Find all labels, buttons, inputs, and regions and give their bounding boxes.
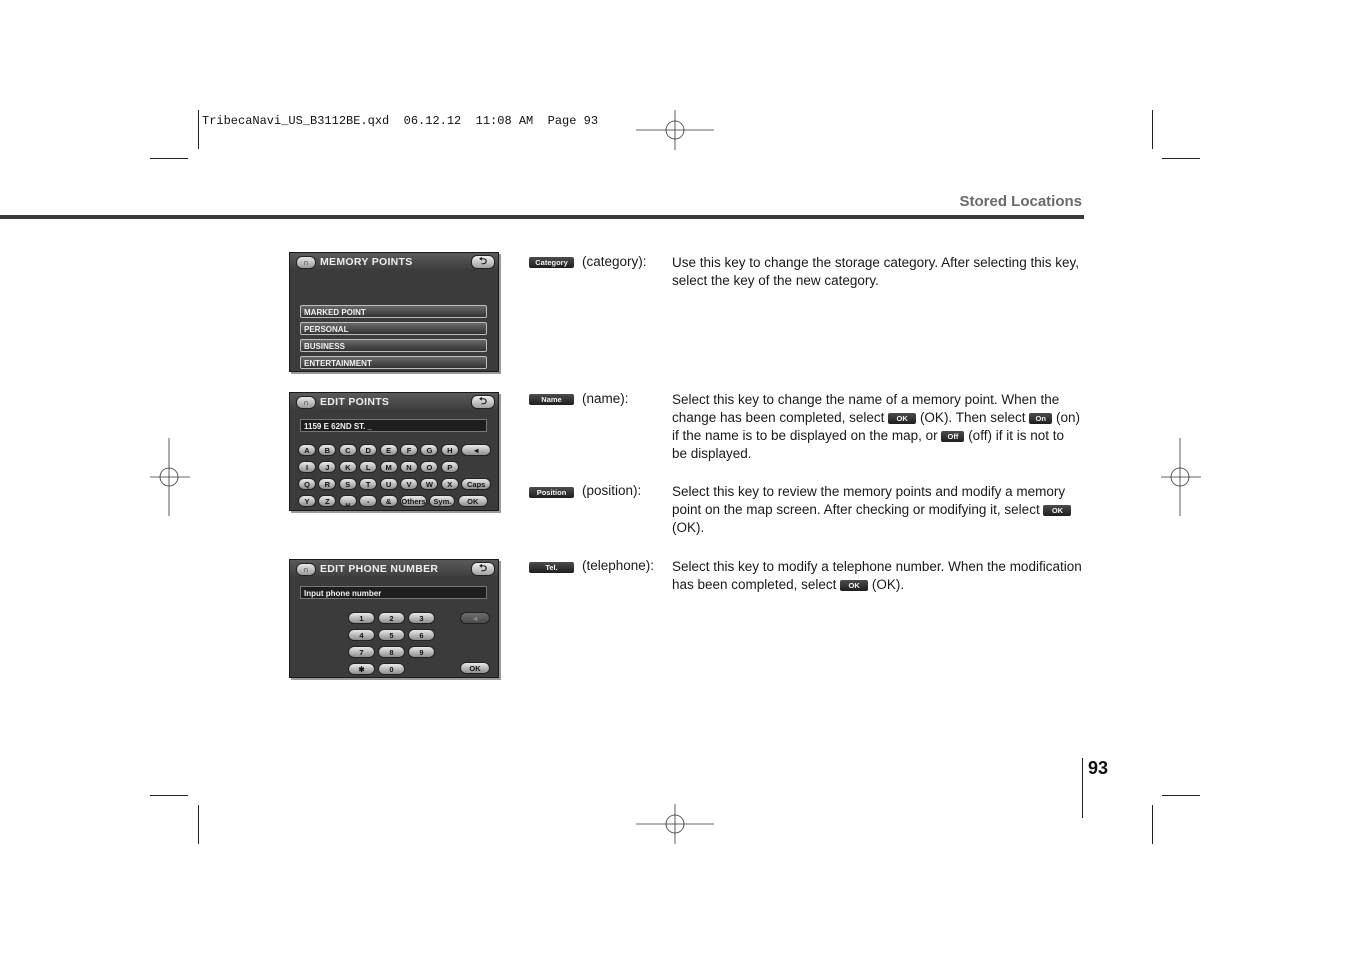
desc-name [672,391,1082,463]
numpad-key: 8 [378,646,405,658]
desc-text: Select this key to review the memory points and modify a memory point on the map screen. After checking or modifying it, select [672,484,1066,517]
keyboard-key: B [318,444,336,456]
section-title: Stored Locations [959,193,1082,210]
registration-mark-left [150,438,190,516]
keyboard-key: K [339,461,357,473]
desc-text: (OK). Then select [919,410,1026,425]
desc-text: Select this key to change the name of a memory point. When the change has been completed, select [672,392,1060,425]
keyboard-key: H [441,444,459,456]
term-telephone: (telephone): [582,558,655,573]
numpad-key: 2 [378,612,405,624]
header-rule [0,215,1084,219]
keyboard-key: X [441,478,459,490]
memory-points-screenshot [289,252,499,372]
back-icon: ⮌ [471,255,495,269]
keyboard-key: Others [401,497,426,506]
registration-mark-top [636,110,714,150]
keyboard-key: D [359,444,377,456]
keyboard-key: Sym. [429,495,455,507]
keyboard-key: Caps [461,478,491,490]
keyboard-key: W [420,478,438,490]
name-key-icon: Name [529,394,574,405]
desc-telephone [672,558,1082,594]
ok-key-icon: OK [840,580,868,591]
page-number-rule [1082,758,1083,818]
desc-category: Use this key to change the storage category. After selecting this key, select the key of the new category. [672,255,1079,288]
keyboard-key: J [318,461,336,473]
keyboard-key: R [318,478,336,490]
crop-mark [150,158,188,159]
desc-text: (on) if the name is to be displayed on the map, or [672,410,1081,443]
keyboard-key: & [380,495,398,507]
keyboard-key: Y [298,495,316,507]
keyboard-key: A [298,444,316,456]
keyboard-key: G [420,444,438,456]
keyboard-key: U [380,478,398,490]
keyboard-key: - [359,495,377,507]
crop-mark [1152,110,1153,149]
tel-key-icon: Tel. [529,562,574,573]
name-input: 1159 E 62ND ST. _ [300,419,487,432]
term-name: (name): [582,391,629,406]
crop-mark [198,110,199,149]
numpad-key: 6 [408,629,435,641]
phone-input: Input phone number [300,586,487,599]
keyboard-key: O [420,461,438,473]
on-key-icon: On [1029,413,1052,424]
back-icon: ⮌ [471,395,495,409]
keyboard-key: Z [318,495,336,507]
desc-text: (OK). [672,520,705,535]
keyboard-key: S [339,478,357,490]
desc-position [672,483,1082,537]
keyboard-key: C [339,444,357,456]
ok-key: OK [460,662,490,674]
keyboard-key: I [298,461,316,473]
crop-mark [150,795,188,796]
numpad-key: ✱ [348,663,375,675]
home-icon: ∩ [296,256,316,269]
screen-title: MEMORY POINTS [320,256,413,268]
list-item: PERSONAL [300,322,487,335]
numpad-key: 9 [408,646,435,658]
home-icon: ∩ [296,396,316,409]
keyboard-key: P [441,461,459,473]
desc-text: (OK). [871,577,905,592]
keyboard-key: L [359,461,377,473]
numpad-key: 4 [348,629,375,641]
numpad-key: 3 [408,612,435,624]
edit-points-screenshot [289,392,499,511]
list-item: ENTERTAINMENT [300,356,487,369]
keyboard-key: N [400,461,418,473]
keyboard-key: Q [298,478,316,490]
print-slug: TribecaNavi_US_B3112BE.qxd 06.12.12 11:08 AM Page 93 [202,114,599,128]
keyboard-key: T [359,478,377,490]
desc-text: Select this key to modify a telephone number. When the modification has been completed, select [672,559,1082,592]
keyboard-key: F [400,444,418,456]
crop-mark [198,805,199,844]
edit-phone-screenshot [289,559,499,678]
list-item: MARKED POINT [300,305,487,318]
term-position: (position): [582,483,642,498]
numpad-key: 0 [378,663,405,675]
keyboard-key: ◄ [461,444,491,456]
page-number: 93 [1088,758,1109,778]
keyboard-key: V [400,478,418,490]
screen-title: EDIT POINTS [320,396,390,408]
off-key-icon: Off [941,431,964,442]
ok-key-icon: OK [888,413,916,424]
term-category: (category): [582,254,647,269]
list-item: BUSINESS [300,339,487,352]
keyboard-key: OK [458,495,488,507]
delete-key: ◄ [460,612,490,624]
crop-mark [1152,805,1153,844]
numpad-key: 5 [378,629,405,641]
back-icon: ⮌ [471,562,495,576]
keyboard-key: ␣ [339,495,357,507]
ok-key-icon: OK [1043,505,1071,516]
category-key-icon: Category [529,257,574,268]
keyboard-key: M [380,461,398,473]
numpad-key: 1 [348,612,375,624]
numpad-key: 7 [348,646,375,658]
position-key-icon: Position [529,487,574,498]
desc-text: (off) if it is not to be displayed. [672,428,1064,461]
registration-mark-bottom [636,804,714,844]
home-icon: ∩ [296,563,316,576]
crop-mark [1162,795,1200,796]
crop-mark [1162,158,1200,159]
screen-title: EDIT PHONE NUMBER [320,563,439,575]
registration-mark-right [1161,438,1201,516]
keyboard-key: E [380,444,398,456]
